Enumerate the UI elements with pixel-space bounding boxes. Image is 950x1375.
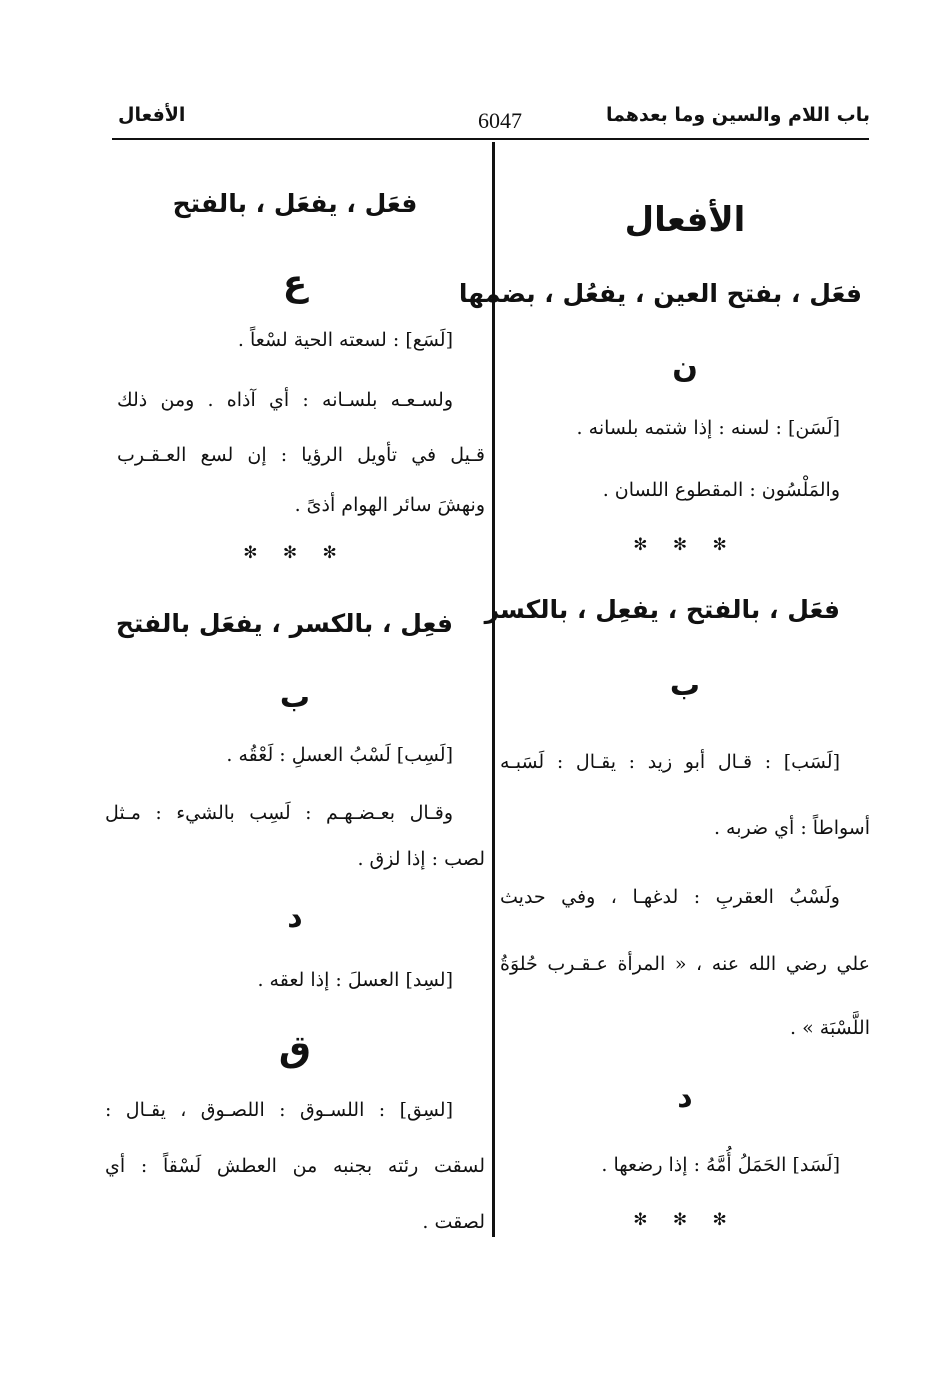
- entry-text: قـيل في تأويل الرؤيا : إن لسع العـقـرب: [117, 444, 485, 466]
- entry-text: [لَسَع] : لسعته الحية لسْعاً .: [237, 329, 453, 351]
- entry-text: [لسِد] العسلَ : إذا لعقه .: [257, 969, 453, 991]
- entry-text: [لَسَد] الحَمَلُ أُمَّهُ : إذا رضعها .: [601, 1154, 840, 1176]
- section-heading: فعَل ، بالفتح ، يفعِل ، بالكسر: [484, 595, 840, 624]
- running-header-section: الأفعال: [118, 104, 186, 126]
- entry-text: لصقت .: [422, 1211, 485, 1233]
- section-heading: فعَل ، بفتح العين ، يفعُل ، بضمها: [458, 279, 862, 308]
- separator-stars: ✻ ✻ ✻: [633, 535, 737, 555]
- entry-text: والمَلْسُون : المقطوع اللسان .: [602, 479, 840, 501]
- entry-text: ونهشَ سائر الهوام أذىً .: [294, 494, 485, 516]
- separator-stars: ✻ ✻ ✻: [243, 543, 347, 563]
- section-heading: فعَل ، يفعَل ، بالفتح: [172, 189, 418, 218]
- running-header-chapter: باب اللام والسين وما بعدهما: [605, 104, 870, 126]
- letter-heading: ق: [278, 1029, 312, 1070]
- entry-text: [لسِق] : اللسـوق : اللصـوق ، يقـال :: [105, 1099, 453, 1121]
- letter-heading: ن: [672, 350, 698, 385]
- letter-heading: د: [287, 900, 303, 935]
- entry-text: [لَسِب] لَسْبُ العسلِ : لَعْقُه .: [226, 744, 453, 766]
- entry-text: أسواطاً : أي ضربه .: [713, 817, 870, 839]
- letter-heading: ب: [669, 668, 701, 703]
- entry-text: [لَسَب] : قـال أبو زيد : يقـال : لَسَبـه: [500, 751, 840, 773]
- entry-text: لسقت رئته بجنبه من العطش لَسْقاً : أي: [105, 1155, 485, 1177]
- entry-text: ولسـعـه بلسـانه : أي آذاه . ومن ذلك: [117, 389, 453, 411]
- entry-text: اللَّسْبَة » .: [790, 1017, 870, 1039]
- entry-text: لصب : إذا لزق .: [357, 848, 485, 870]
- section-title: الأفعال: [624, 200, 746, 240]
- entry-text: ولَسْبُ العقربِ : لدغهـا ، وفي حديث: [500, 886, 840, 908]
- page-number: 6047: [478, 108, 522, 133]
- entry-text: علي رضي الله عنه ، « المرأة عـقـرب حُلوَةُ: [500, 953, 870, 975]
- entry-text: [لَسَن] : لسنه : إذا شتمه بلسانه .: [576, 417, 840, 439]
- section-heading: فعِل ، بالكسر ، يفعَل بالفتح: [115, 609, 453, 638]
- letter-heading: د: [677, 1080, 693, 1115]
- entry-text: وقـال بعـضـهـم : لَسِب بالشيء : مـثل: [105, 802, 453, 824]
- header-rule: [112, 138, 869, 140]
- separator-stars: ✻ ✻ ✻: [633, 1210, 737, 1230]
- letter-heading: ب: [279, 680, 311, 715]
- letter-heading: ع: [282, 263, 308, 304]
